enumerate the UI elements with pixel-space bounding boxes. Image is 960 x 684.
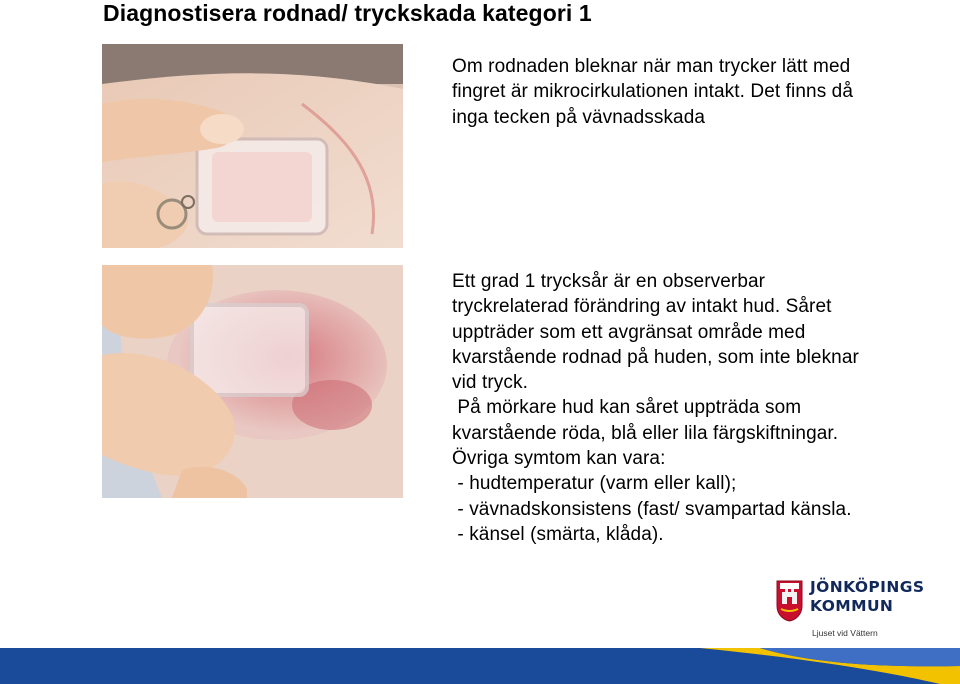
blanching-explanation: Om rodnaden bleknar när man trycker lätt med fingret är mikrocirkulationen intakt. Det finns då inga tecken på vävnadsskada <box>452 56 854 128</box>
logo-wordmark: JÖNKÖPINGS KOMMUN <box>810 578 925 615</box>
category-1-description <box>452 269 872 547</box>
symptom-sensation: - känsel (smärta, klåda). <box>452 523 664 545</box>
blanch-test-photo <box>102 44 403 248</box>
jonkoping-kommun-logo <box>776 578 936 642</box>
darker-skin-paragraph: På mörkare hud kan såret uppträda som kvarstående röda, blå eller lila färgskiftningar. Övriga symtom kan vara: <box>452 397 844 470</box>
coat-of-arms-icon <box>776 580 803 622</box>
symptom-temperature: - hudtemperatur (varm eller kall); <box>452 473 737 495</box>
slide-title: Diagnostisera rodnad/ tryckskada kategori 1 <box>103 0 592 26</box>
logo-tagline: Ljuset vid Vättern <box>812 628 878 638</box>
non-blanching-redness-photo <box>102 265 403 498</box>
footer-band <box>0 648 960 684</box>
definition-paragraph: Ett grad 1 trycksår är en observerbar tryckrelaterad förändring av intakt hud. Såret uppträder som ett avgränsat område med kvarstående rodnad på huden, som inte bleknar vid tryck. <box>452 271 865 394</box>
symptom-consistency: - vävnadskonsistens (fast/ svampartad känsla. <box>452 498 852 520</box>
